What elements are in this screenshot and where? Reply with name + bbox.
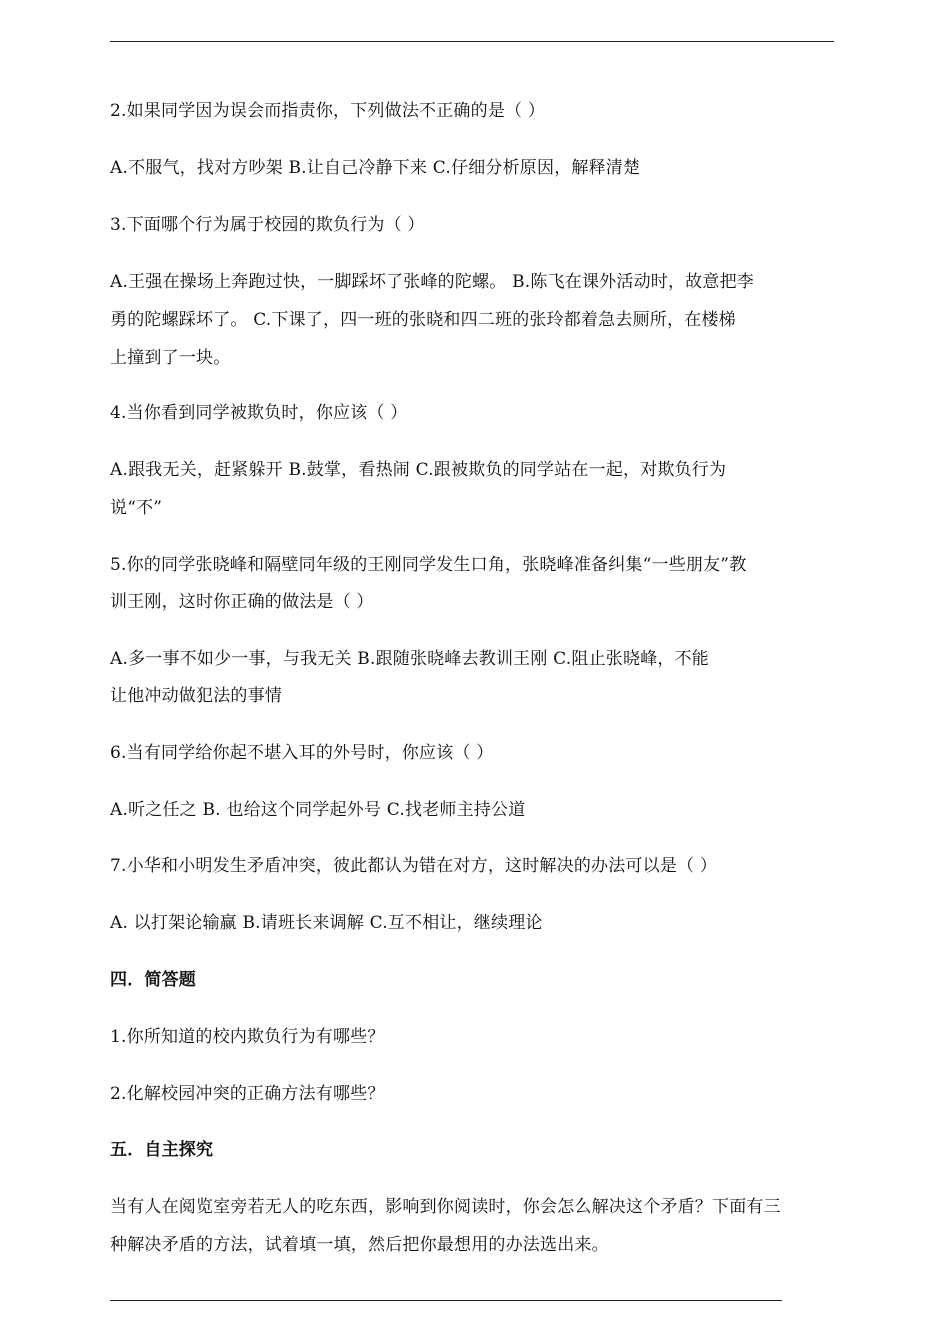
header-rule [110,41,834,42]
question-5-stem-line-1: 5.你的同学张晓峰和隔壁同年级的王刚同学发生口角，张晓峰准备纠集“一些朋友”教 [110,555,747,575]
section-4-question-1: 1.你所知道的校内欺负行为有哪些？ [110,1027,385,1047]
question-7-stem: 7.小华和小明发生矛盾冲突，彼此都认为错在对方，这时解决的办法可以是（ ） [110,856,718,876]
section-4-heading: 四．简答题 [110,970,196,990]
question-3-options-line-1: A.王强在操场上奔跑过快，一脚踩坏了张峰的陀螺。 B.陈飞在课外活动时，故意把李 [110,272,754,292]
question-6-options: A.听之任之 B. 也给这个同学起外号 C.找老师主持公道 [110,800,526,820]
question-4-options-line-2: 说“不” [110,498,163,518]
question-5-stem-line-2: 训王刚，这时你正确的做法是（ ） [110,592,374,612]
question-2-stem: 2.如果同学因为误会而指责你，下列做法不正确的是（ ） [110,101,546,121]
question-6-stem: 6.当有同学给你起不堪入耳的外号时，你应该（ ） [110,743,494,763]
question-4-options-line-1: A.跟我无关，赶紧躲开 B.鼓掌，看热闹 C.跟被欺负的同学站在一起，对欺负行为 [110,460,727,480]
question-3-options-line-3: 上撞到了一块。 [110,348,231,368]
section-5-text-line-1: 当有人在阅览室旁若无人的吃东西，影响到你阅读时，你会怎么解决这个矛盾？下面有三 [110,1197,781,1217]
section-5-text-line-2: 种解决矛盾的方法，试着填一填，然后把你最想用的办法选出来。 [110,1235,609,1255]
question-2-options: A.不服气，找对方吵架 B.让自己冷静下来 C.仔细分析原因，解释清楚 [110,158,641,178]
question-4-stem: 4.当你看到同学被欺负时，你应该（ ） [110,403,408,423]
question-7-options: A. 以打架论输赢 B.请班长来调解 C.互不相让，继续理论 [110,913,543,933]
question-5-options-line-2: 让他冲动做犯法的事情 [110,686,282,706]
question-3-stem: 3.下面哪个行为属于校园的欺负行为（ ） [110,215,425,235]
footer-rule [110,1300,782,1301]
section-4-question-2: 2.化解校园冲突的正确方法有哪些？ [110,1084,385,1104]
question-5-options-line-1: A.多一事不如少一事，与我无关 B.跟随张晓峰去教训王刚 C.阻止张晓峰，不能 [110,649,709,669]
question-3-options-line-2: 勇的陀螺踩坏了。 C.下课了，四一班的张晓和四二班的张玲都着急去厕所，在楼梯 [110,310,736,330]
section-5-heading: 五．自主探究 [110,1140,214,1160]
